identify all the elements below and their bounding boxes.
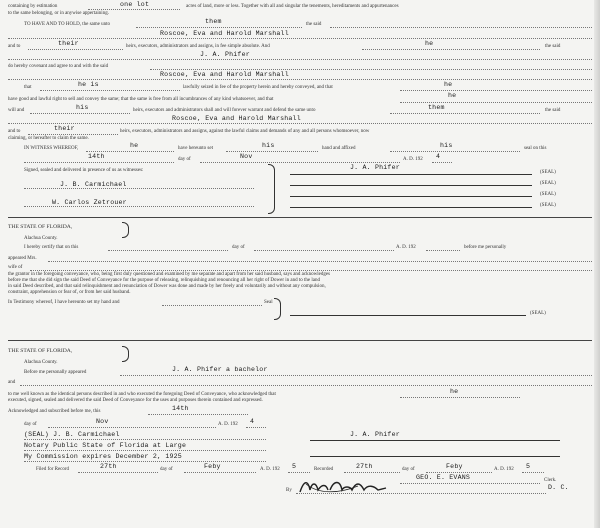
seized-text: lawfully seized in fee of the property herein and hereby conveyed, and that: [183, 85, 333, 90]
seal-1: (SEAL): [540, 170, 556, 175]
wife-body-1: the grantor in the foregoing conveyance, who, being first duly questioned and examined by me separate and apart from her said husband, says and acknowledges: [8, 272, 330, 277]
habendum-grantor: J. A. Phifer: [200, 51, 250, 58]
ack-grantor-signature: J. A. Phifer: [350, 431, 400, 438]
witness-year: 4: [436, 153, 441, 160]
habendum-grantees: Roscoe, Eva and Harold Marshall: [160, 30, 289, 37]
warrant-text: heirs, executors and administrators shall and will forever warrant and defend the same unto: [133, 108, 316, 113]
witness-label: IN WITNESS WHEREOF,: [24, 146, 79, 151]
witness-day-of: day of: [178, 157, 191, 162]
habendum-party: them: [205, 18, 222, 25]
wife-day-of: day of: [232, 245, 245, 250]
ack-and: and: [8, 380, 16, 385]
acres-suffix: acres of land, more or less. Together with all and singular the tenements, hereditaments and appurtenances: [186, 4, 399, 9]
habendum-he: he: [425, 40, 434, 47]
habendum-the-said: the said: [306, 22, 322, 27]
ack-ad: A. D. 192: [218, 422, 238, 427]
will-and-label: will and: [8, 108, 25, 113]
witness-day: 14th: [88, 153, 105, 160]
commission-text: My Commission expires December 2, 1925: [24, 453, 182, 460]
filed-month: Feby: [204, 463, 221, 470]
witness2-signature: W. Carlos Zetrouer: [52, 199, 127, 206]
ack-day-of: day of: [24, 422, 37, 427]
recorded-day-of: day of: [402, 467, 415, 472]
covenant-text: do hereby covenant and agree to and with the said: [8, 64, 109, 69]
section-divider-1: [8, 217, 592, 218]
before-appeared-text: Before me personally appeared: [24, 370, 87, 375]
ack-day: 14th: [172, 405, 189, 412]
wife-ad: A. D. 192: [396, 245, 416, 250]
deputy-clerk-label: D. C.: [548, 484, 569, 491]
grantor-signature: J. A. Phifer: [350, 164, 400, 171]
covenant-grantees-2: Roscoe, Eva and Harold Marshall: [172, 115, 301, 122]
hand-affixed-text: hand and affixed: [322, 146, 356, 151]
deputy-clerk-signature: [298, 478, 388, 496]
clerk-name: GEO. E. EVANS: [416, 474, 471, 481]
covenant-he-is: he is: [78, 81, 99, 88]
ack-state-label: THE STATE OF FLORIDA,: [8, 348, 73, 354]
ack-he: he: [450, 388, 459, 395]
ack-person: J. A. Phifer a bachelor: [172, 366, 268, 373]
recorded-ad: A. D. 192: [494, 467, 514, 472]
claiming-text: claiming, or hereafter to claim the same.: [8, 136, 89, 141]
testimony-seal: Seal: [264, 300, 273, 305]
habendum-their: their: [58, 40, 79, 47]
ack-county-label: Alachua County.: [24, 360, 58, 365]
wife-body-3: in said Deed described, and that said relinquishment and renunciation of Dower was done and made by her freely and voluntarily and without any compulsion,: [8, 284, 326, 289]
seal-4: (SEAL): [540, 203, 556, 208]
habendum-the-said-2: the said: [545, 44, 561, 49]
section-divider-2: [8, 340, 592, 341]
and-to-label: and to: [8, 44, 21, 49]
filed-label: Filed for Record: [36, 467, 70, 472]
good-right-text: have good and lawful right to sell and convey the same; that the same is free from all incumbrances of any kind whatsoever, and that: [8, 97, 274, 102]
recorded-year: 5: [526, 463, 531, 470]
witness-he: he: [130, 142, 139, 149]
covenant-their: their: [54, 125, 75, 132]
signed-text: Signed, sealed and delivered in presence of us as witnesses:: [24, 168, 144, 173]
covenant-he: he: [444, 81, 453, 88]
notary-seal-signature: (SEAL) J. B. Carmichael: [24, 431, 120, 438]
by-label: By: [286, 488, 292, 493]
acres-value: one lot: [120, 1, 150, 8]
appertaining-text: to the same belonging, or in anywise appertaining.: [8, 11, 109, 16]
fee-simple-text: heirs, executors, administrators and assigns, in fee simple absolute. And: [126, 44, 270, 49]
certify-text: I hereby certify that on this: [24, 245, 79, 250]
witness-his-2: his: [440, 142, 453, 149]
seal-3: (SEAL): [540, 192, 556, 197]
testimony-text: In Testimony whereof, I have hereunto set my hand and: [8, 300, 120, 305]
wife-body-4: constraint, apprehension or fear of, or from her said husband.: [8, 290, 131, 295]
filed-ad: A. D. 192: [260, 467, 280, 472]
scan-edge: [594, 0, 600, 528]
recorded-label: Recorded: [314, 467, 334, 472]
witness1-signature: J. B. Carmichael: [60, 181, 127, 188]
subscribed-text: Acknowledged and subscribed before me, this: [8, 409, 101, 414]
covenant-them: them: [428, 104, 445, 111]
wife-county-label: Alachua County.: [24, 236, 58, 241]
witness-his: his: [262, 142, 275, 149]
wife-state-label: THE STATE OF FLORIDA,: [8, 224, 73, 230]
witness-bracket: [268, 164, 275, 214]
filed-year: 5: [292, 463, 297, 470]
ack-month: Nov: [96, 418, 109, 425]
recorded-day: 27th: [356, 463, 373, 470]
before-me-text: before me personally: [464, 245, 507, 250]
clerk-label: Clerk.: [544, 478, 557, 483]
covenant-the-said: the said: [545, 108, 561, 113]
filed-day: 27th: [100, 463, 117, 470]
known-text-2: executed, signed, sealed and delivered the said Deed of Conveyance for the uses and purposes therein contained and expressed.: [8, 398, 263, 403]
wife-of-label: wife of: [8, 265, 23, 270]
wife-body-2: before me that she did sign the said Deed of Conveyance for the purpose of releasing, relinquishing and renouncing all her right of Dower in and to the land: [8, 278, 320, 283]
witness-ad: A. D. 192: [403, 157, 423, 162]
filed-day-of: day of: [160, 467, 173, 472]
assigns-text: heirs, executors, administrators and assigns, against the lawful claims and demands of any and all persons whomsoever, now: [120, 129, 370, 134]
recorded-month: Feby: [446, 463, 463, 470]
ack-year: 4: [250, 418, 255, 425]
wife-seal: (SEAL): [530, 311, 546, 316]
habendum-label: TO HAVE AND TO HOLD, the same unto: [24, 22, 111, 27]
seal-2: (SEAL): [540, 181, 556, 186]
covenant-he-2: he: [448, 92, 457, 99]
notary-title: Notary Public State of Florida at Large: [24, 442, 187, 449]
have-set-text: have hereunto set: [178, 146, 213, 151]
known-text-1: to me well known as the identical persons described in and who executed the foregoing Deed of Conveyance, who acknowledged that: [8, 392, 276, 397]
appeared-label: appeared Mrs.: [8, 256, 37, 261]
witness-month: Nov: [240, 153, 253, 160]
covenant-grantees: Roscoe, Eva and Harold Marshall: [160, 71, 289, 78]
seal-on-text: seal on this: [524, 146, 547, 151]
covenant-his: his: [76, 104, 89, 111]
and-to-label-2: and to: [8, 129, 21, 134]
that-label: that: [24, 85, 32, 90]
estimation-label: containing by estimation: [8, 4, 58, 9]
